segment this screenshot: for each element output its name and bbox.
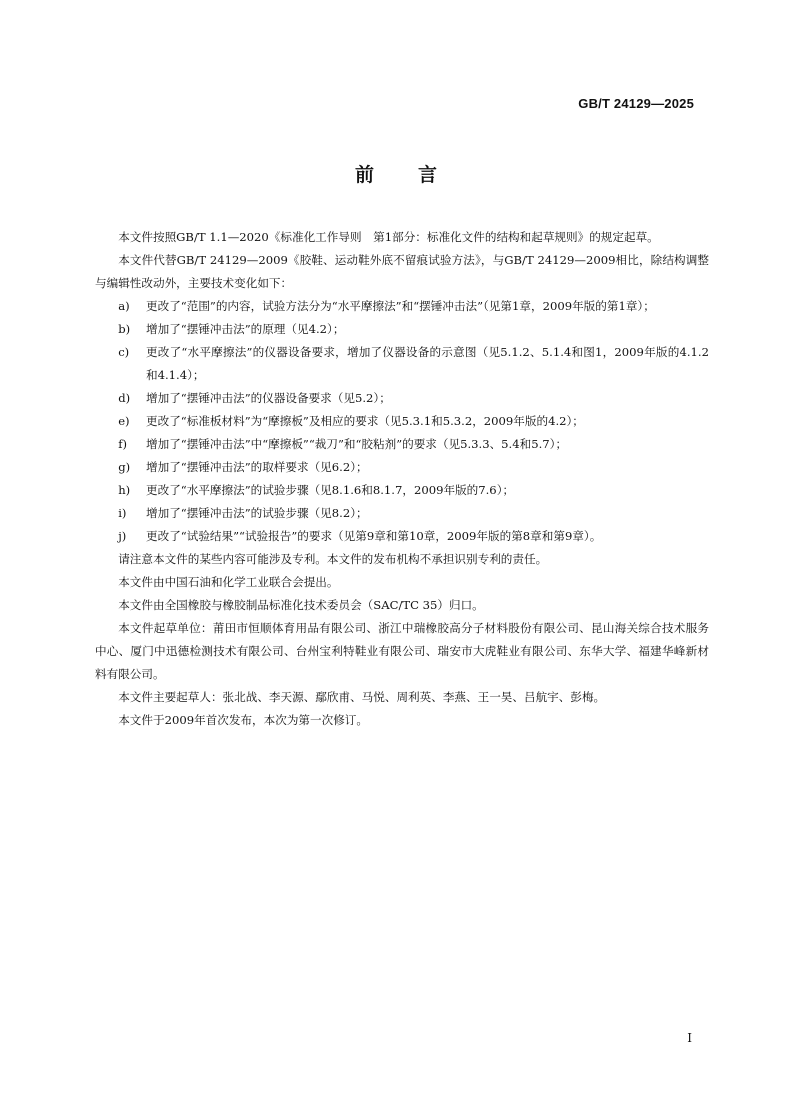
list-item-text: 更改了“试验结果”“试验报告”的要求（见第9章和第10章，2009年版的第8章和第9章）。 (146, 529, 602, 543)
list-item (95, 525, 709, 548)
list-item (95, 341, 709, 387)
list-marker: h) (118, 483, 131, 497)
list-item-text: 增加了“摆锤冲击法”中“摩擦板”“裁刀”和“胶粘剂”的要求（见5.3.3、5.4和5.7）； (146, 437, 568, 451)
list-item-text: 更改了“标准板材料”为“摩擦板”及相应的要求（见5.3.1和5.3.2，2009年版的4.2）； (146, 414, 584, 428)
page-title (0, 160, 792, 187)
list-marker: c) (118, 345, 130, 359)
change-list (95, 295, 709, 548)
list-item-text: 更改了“水平摩擦法”的试验步骤（见8.1.6和8.1.7，2009年版的7.6）； (146, 483, 515, 497)
list-item-text: 增加了“摆锤冲击法”的仪器设备要求（见5.2）； (146, 391, 391, 405)
list-item (95, 295, 709, 318)
list-marker: e) (118, 414, 130, 428)
list-marker: j) (118, 529, 127, 543)
page-number: I (687, 1031, 692, 1045)
paragraph-patent-notice: 请注意本文件的某些内容可能涉及专利。本文件的发布机构不承担识别专利的责任。 (118, 552, 548, 566)
paragraph-committee: 本文件由全国橡胶与橡胶制品标准化技术委员会（SAC/TC 35）归口。 (118, 598, 484, 612)
list-marker: b) (118, 322, 131, 336)
list-item (95, 456, 709, 479)
standard-number: GB/T 24129—2025 (578, 96, 694, 111)
paragraph-replacement: 本文件代替GB/T 24129—2009《胶鞋、运动鞋外底不留痕试验方法》，与GB/T 24129—2009相比，除结构调整与编辑性改动外，主要技术变化如下： (95, 253, 709, 290)
list-marker: i) (118, 506, 127, 520)
title-char-2: 言 (418, 164, 438, 186)
list-item-text: 增加了“摆锤冲击法”的试验步骤（见8.2）； (146, 506, 368, 520)
list-item (95, 433, 709, 456)
list-item-text: 增加了“摆锤冲击法”的原理（见4.2）； (146, 322, 345, 336)
title-char-1: 前 (354, 164, 374, 186)
paragraph-drafters: 本文件主要起草人：张北战、李天源、鄢欣甫、马悦、周利英、李燕、王一昊、吕航宇、彭梅。 (118, 690, 606, 704)
paragraph-basis: 本文件按照GB/T 1.1—2020《标准化工作导则 第1部分：标准化文件的结构和起草规则》的规定起草。 (118, 230, 659, 244)
list-item (95, 502, 709, 525)
list-item (95, 479, 709, 502)
list-item-text: 更改了“水平摩擦法”的仪器设备要求，增加了仪器设备的示意图（见5.1.2、5.1.4和图1，2009年版的4.1.2和4.1.4）； (146, 345, 709, 382)
paragraph-history: 本文件于2009年首次发布，本次为第一次修订。 (118, 713, 368, 727)
paragraph-drafting-units: 本文件起草单位：莆田市恒顺体育用品有限公司、浙江中瑞橡胶高分子材料股份有限公司、昆山海关综合技术服务中心、厦门中迅德检测技术有限公司、台州宝利特鞋业有限公司、瑞安市大虎鞋业有限公司、东华大学、福建华峰新材料有限公司。 (95, 621, 709, 681)
list-marker: a) (118, 299, 130, 313)
list-item-text: 更改了“范围”的内容，试验方法分为“水平摩擦法”和“摆锤冲击法”（见第1章，2009年版的第1章）； (146, 299, 655, 313)
list-marker: d) (118, 391, 131, 405)
list-marker: g) (118, 460, 131, 474)
paragraph-proposer: 本文件由中国石油和化学工业联合会提出。 (118, 575, 339, 589)
list-item (95, 387, 709, 410)
list-marker: f) (118, 437, 128, 451)
document-body (95, 226, 709, 732)
list-item-text: 增加了“摆锤冲击法”的取样要求（见6.2）； (146, 460, 368, 474)
list-item (95, 318, 709, 341)
list-item (95, 410, 709, 433)
